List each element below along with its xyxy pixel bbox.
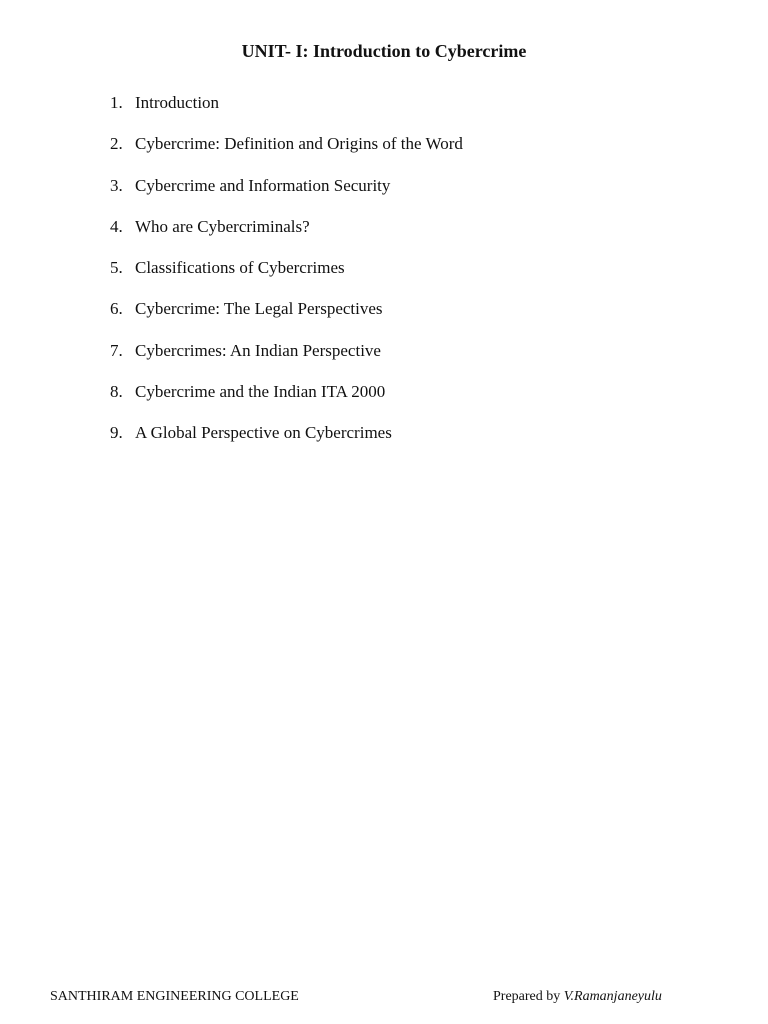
list-item-number: 8.	[110, 382, 123, 402]
list-item-text: A Global Perspective on Cybercrimes	[135, 423, 392, 443]
list-item-text: Cybercrime: Definition and Origins of the Word	[135, 134, 463, 154]
footer-credit	[493, 988, 662, 1006]
list-item-number: 5.	[110, 258, 123, 278]
list-item-text: Classifications of Cybercrimes	[135, 258, 345, 278]
list-item-number: 3.	[110, 175, 123, 195]
list-item	[110, 381, 463, 422]
page-title: UNIT- I: Introduction to Cybercrime	[241, 41, 527, 61]
list-item-number: 1.	[110, 93, 123, 112]
list-item-number: 4.	[110, 216, 123, 236]
list-item	[110, 175, 463, 216]
list-item-number: 6.	[110, 299, 123, 319]
list-item-text: Cybercrime and the Indian ITA 2000	[135, 382, 386, 402]
list-item-text: Cybercrimes: An Indian Perspective	[135, 340, 381, 360]
footer-author: V.Ramanjaneyulu	[563, 989, 662, 1004]
list-item	[110, 340, 463, 381]
list-item	[110, 133, 463, 174]
list-item	[110, 92, 463, 133]
list-item-number: 7.	[110, 340, 123, 360]
list-item-text: Introduction	[135, 93, 220, 112]
list-item	[110, 422, 463, 463]
list-item-text: Cybercrime and Information Security	[135, 175, 391, 195]
list-item-text: Cybercrime: The Legal Perspectives	[135, 299, 383, 319]
table-of-contents	[110, 92, 463, 464]
list-item	[110, 216, 463, 257]
list-item-number: 2.	[110, 134, 123, 154]
list-item	[110, 298, 463, 339]
footer-prepared-label: Prepared by	[493, 989, 561, 1004]
list-item-number: 9.	[110, 423, 123, 443]
footer-college-name: SANTHIRAM ENGINEERING COLLEGE	[50, 989, 299, 1004]
list-item-text: Who are Cybercriminals?	[135, 216, 310, 236]
list-item	[110, 257, 463, 298]
